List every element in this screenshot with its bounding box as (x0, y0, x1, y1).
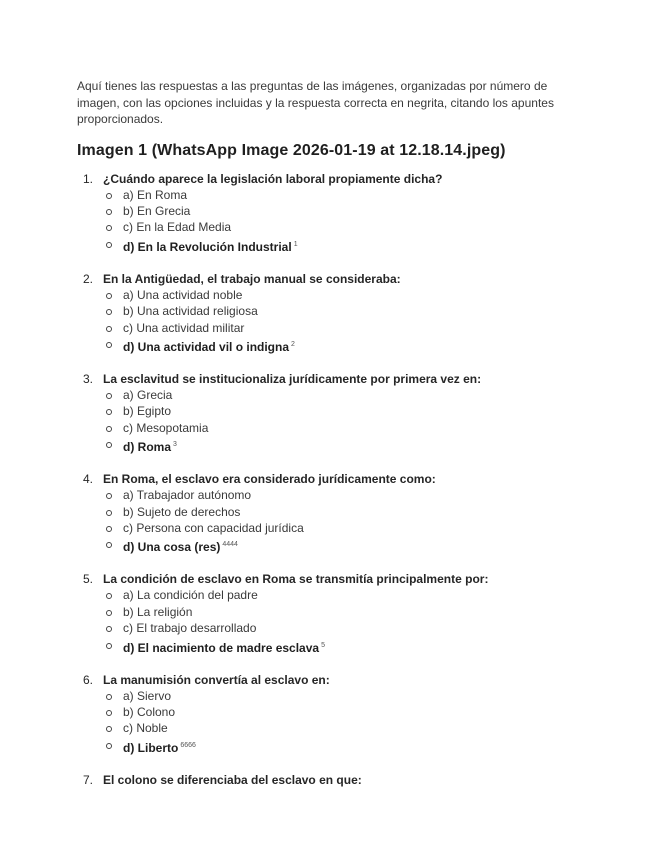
option-label: b) Una actividad religiosa (123, 304, 258, 319)
option-label: c) En la Edad Media (123, 220, 232, 235)
option-label: d) El nacimiento de madre esclava (123, 640, 320, 655)
option-item (103, 520, 577, 536)
circle-bullet-icon (106, 393, 112, 399)
option-item (103, 320, 577, 336)
correct-option-item (103, 536, 577, 556)
question-number: 6. (83, 672, 94, 687)
question-text: ¿Cuándo aparece la legislación laboral propiamente dicha? (103, 171, 443, 186)
correct-option-item (103, 236, 577, 256)
circle-bullet-icon (106, 643, 112, 649)
options-list (103, 387, 577, 456)
correct-option-item (103, 737, 577, 757)
option-item (103, 187, 577, 203)
option-item (103, 587, 577, 603)
option-label: c) Mesopotamia (123, 420, 209, 435)
circle-bullet-icon (106, 225, 112, 231)
circle-bullet-icon (106, 309, 112, 315)
question-item (77, 271, 577, 356)
question-list (77, 171, 577, 788)
question-text: El colono se diferenciaba del esclavo en que: (103, 772, 362, 787)
options-list (103, 688, 577, 757)
citation-link[interactable]: 3 (173, 441, 177, 449)
citation-link[interactable]: 6666 (180, 741, 196, 749)
option-label: a) Una actividad noble (123, 287, 243, 302)
circle-bullet-icon (106, 526, 112, 532)
option-label: c) Noble (123, 721, 168, 736)
question-text: En Roma, el esclavo era considerado jurídicamente como: (103, 472, 436, 487)
option-item (103, 720, 577, 736)
circle-bullet-icon (106, 426, 112, 432)
citation-link[interactable]: 4444 (222, 541, 238, 549)
option-item (103, 620, 577, 636)
correct-option-item (103, 637, 577, 657)
question-item (77, 471, 577, 556)
circle-bullet-icon (106, 493, 112, 499)
question-item (77, 672, 577, 757)
intro-paragraph: Aquí tienes las respuestas a las preguntas de las imágenes, organizadas por número de imagen, con las opciones incluidas y la respuesta correcta en negrita, citando los apuntes proporcionados. (77, 79, 554, 126)
circle-bullet-icon (106, 409, 112, 415)
option-label: c) El trabajo desarrollado (123, 621, 257, 636)
option-label: a) La condición del padre (123, 588, 258, 603)
circle-bullet-icon (106, 593, 112, 599)
circle-bullet-icon (106, 726, 112, 732)
question-item (77, 171, 577, 256)
question-text: En la Antigüedad, el trabajo manual se consideraba: (103, 271, 401, 286)
circle-bullet-icon (106, 342, 112, 348)
option-label: b) En Grecia (123, 203, 191, 218)
circle-bullet-icon (106, 610, 112, 616)
question-item (77, 371, 577, 456)
section-heading: Imagen 1 (WhatsApp Image 2026-01-19 at 12.18.14.jpeg) (77, 141, 506, 159)
question-number: 1. (83, 171, 94, 186)
circle-bullet-icon (106, 209, 112, 215)
question-item (77, 772, 577, 788)
option-label: d) Roma (123, 440, 171, 455)
correct-option-item (103, 336, 577, 356)
question-number: 4. (83, 472, 94, 487)
options-list (103, 287, 577, 356)
document-page (77, 78, 577, 803)
circle-bullet-icon (106, 694, 112, 700)
option-item (103, 688, 577, 704)
circle-bullet-icon (106, 293, 112, 299)
option-label: b) Sujeto de derechos (123, 504, 241, 519)
question-text: La esclavitud se institucionaliza jurídicamente por primera vez en: (103, 371, 482, 386)
circle-bullet-icon (106, 743, 112, 749)
option-label: a) En Roma (123, 187, 188, 202)
option-item (103, 704, 577, 720)
option-label: c) Persona con capacidad jurídica (123, 520, 304, 535)
option-item (103, 487, 577, 503)
option-item (103, 287, 577, 303)
circle-bullet-icon (106, 626, 112, 632)
option-label: b) Egipto (123, 404, 172, 419)
circle-bullet-icon (106, 242, 112, 248)
question-text: La condición de esclavo en Roma se transmitía principalmente por: (103, 572, 489, 587)
correct-option-item (103, 436, 577, 456)
option-item (103, 604, 577, 620)
question-item (77, 571, 577, 656)
question-number: 7. (83, 772, 94, 787)
options-list (103, 487, 577, 556)
citation-link[interactable]: 2 (291, 340, 295, 348)
options-list (103, 587, 577, 656)
citation-link[interactable]: 1 (293, 240, 298, 248)
option-item (103, 387, 577, 403)
circle-bullet-icon (106, 442, 112, 448)
option-label: c) Una actividad militar (123, 320, 245, 335)
circle-bullet-icon (106, 510, 112, 516)
option-label: a) Siervo (123, 688, 172, 703)
option-label: b) Colono (123, 705, 176, 719)
option-item (103, 504, 577, 520)
circle-bullet-icon (106, 326, 112, 332)
options-list (103, 187, 577, 256)
option-item (103, 219, 577, 235)
option-label: a) Grecia (123, 387, 173, 402)
option-label: d) En la Revolución Industrial (123, 239, 292, 254)
question-number: 3. (83, 371, 94, 386)
option-item (103, 403, 577, 419)
option-label: d) Una actividad vil o indigna (123, 339, 290, 354)
citation-link[interactable]: 5 (321, 641, 325, 649)
circle-bullet-icon (106, 710, 112, 716)
question-number: 5. (83, 572, 94, 587)
question-number: 2. (83, 271, 94, 286)
option-label: d) Liberto (123, 740, 179, 755)
option-label: d) Una cosa (res) (123, 540, 221, 555)
option-item (103, 420, 577, 436)
circle-bullet-icon (106, 542, 112, 548)
option-label: a) Trabajador autónomo (123, 488, 252, 503)
option-item (103, 303, 577, 319)
option-item (103, 203, 577, 219)
option-label: b) La religión (123, 604, 193, 619)
question-text: La manumisión convertía al esclavo en: (103, 672, 330, 687)
circle-bullet-icon (106, 193, 112, 199)
